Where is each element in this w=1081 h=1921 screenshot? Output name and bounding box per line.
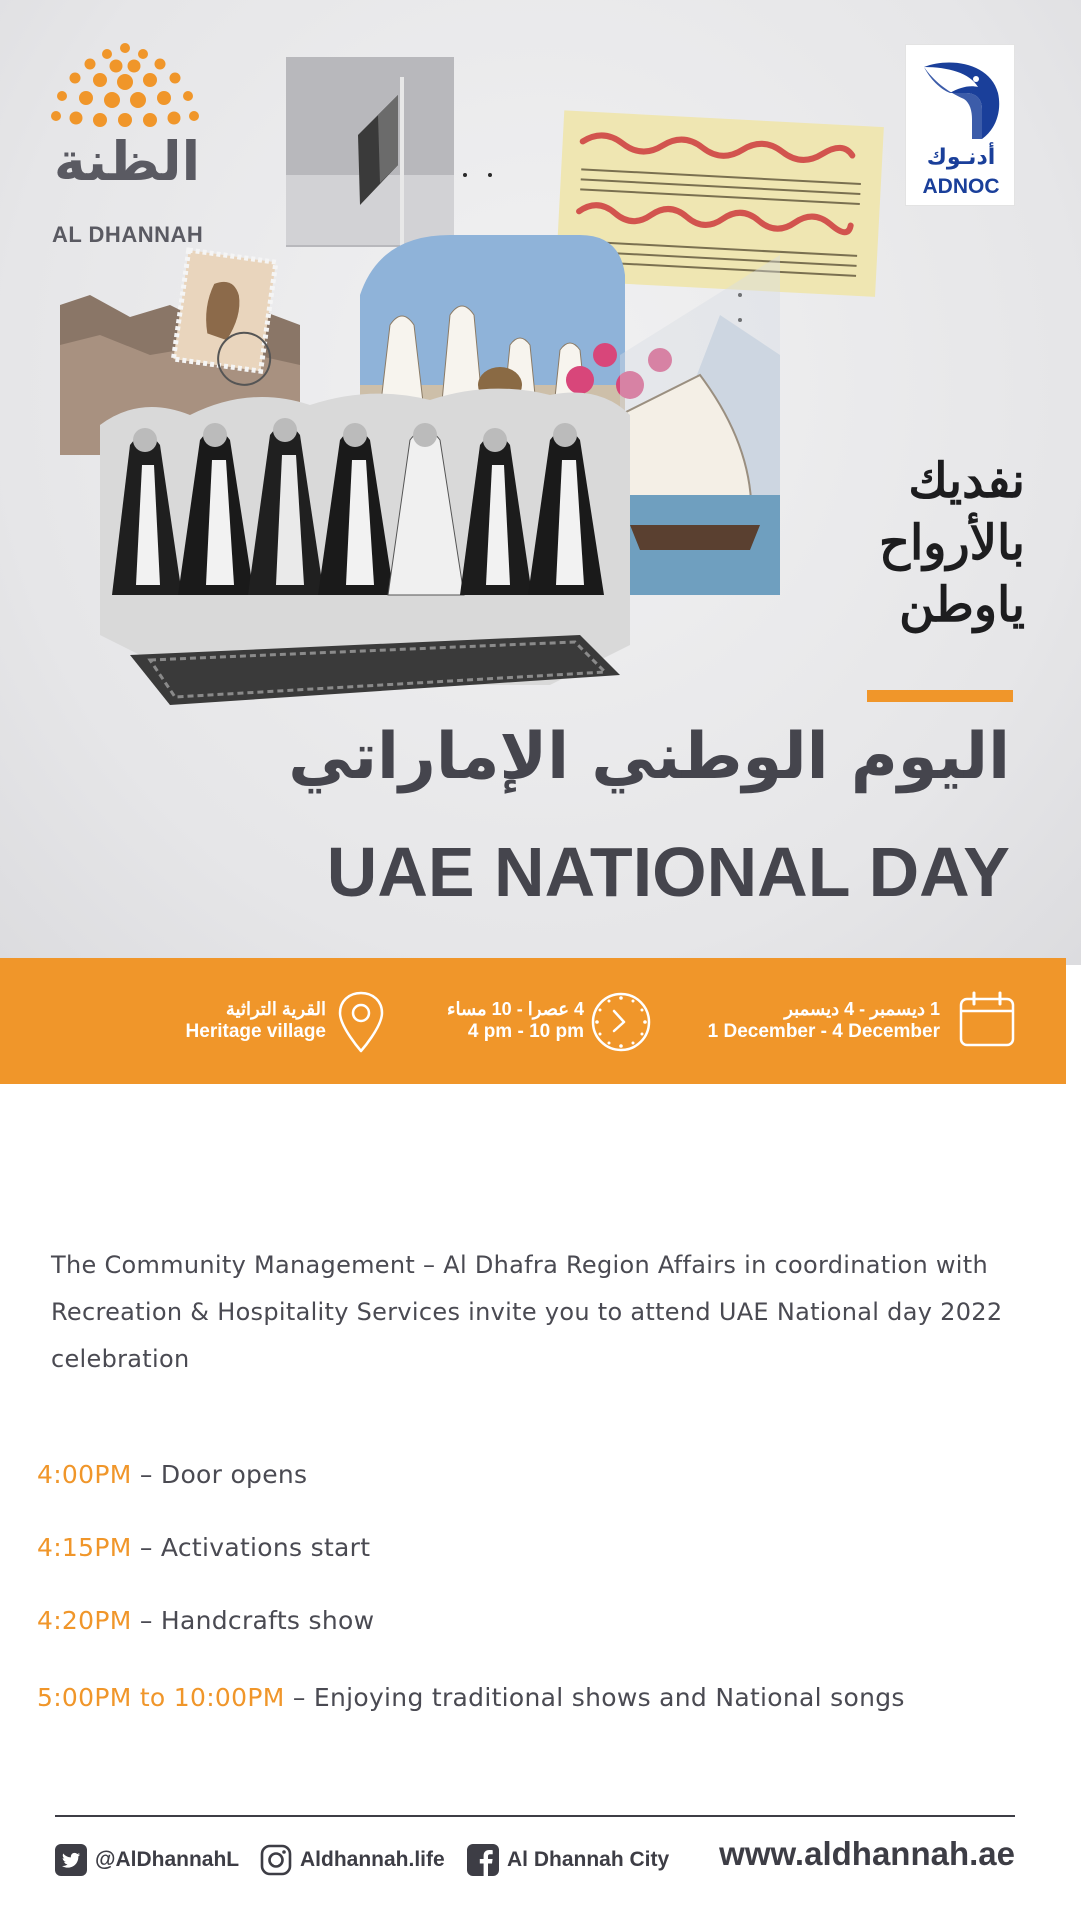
schedule-time: 5:00PM to 10:00PM [37, 1683, 285, 1712]
adnoc-arabic-name: أدنـوك [926, 145, 996, 170]
accent-divider [867, 690, 1013, 702]
dhannah-arabic-name: الظنة [53, 130, 201, 193]
time-english: 4 pm - 10 pm [467, 1021, 584, 1042]
date-arabic: 1 ديسمبر - 4 ديسمبر [784, 999, 940, 1019]
schedule-time: 4:00PM [37, 1460, 132, 1489]
footer-divider [55, 1815, 1015, 1817]
calligraphy-line-1: نفديك [908, 453, 1025, 509]
location-english: Heritage village [185, 1021, 326, 1042]
title-english: UAE NATIONAL DAY [326, 833, 1010, 911]
schedule-description: – Handcrafts show [131, 1606, 375, 1635]
invitation-text: The Community Management – Al Dhafra Region Affairs in coordination with Recreation & Hospitality Services invite you to attend UAE National day 2022 celebration [51, 1251, 1003, 1373]
instagram-handle: Aldhannah.life [300, 1848, 445, 1871]
time-arabic: 4 عصرا - 10 مساء [447, 999, 584, 1019]
schedule-description: – Door opens [131, 1460, 308, 1489]
instagram-link[interactable] [260, 1843, 445, 1877]
date-english: 1 December - 4 December [707, 1021, 940, 1042]
event-time [400, 958, 660, 1084]
schedule-item [37, 1460, 1037, 1489]
adnoc-english-name: ADNOC [922, 175, 1000, 198]
schedule-time: 4:20PM [37, 1606, 132, 1635]
clock-icon [590, 991, 652, 1053]
event-location [160, 958, 390, 1084]
title-arabic: اليوم الوطني الإماراتي [288, 720, 1010, 794]
schedule-item [37, 1606, 1037, 1635]
adnoc-falcon-icon [920, 59, 1002, 141]
schedule-item [37, 1683, 1037, 1712]
calligraphy-line-2: بالأرواح [878, 515, 1025, 571]
schedule-time: 4:15PM [37, 1533, 132, 1562]
calligraphy-line-3: ياوطن [899, 577, 1025, 633]
facebook-link[interactable] [467, 1843, 669, 1877]
adnoc-logo[interactable] [905, 44, 1015, 206]
twitter-icon [55, 1844, 87, 1876]
location-pin-icon [336, 991, 386, 1053]
twitter-handle: @AlDhannahL [95, 1848, 240, 1871]
twitter-link[interactable] [55, 1843, 239, 1877]
schedule-description: – Enjoying traditional shows and National songs [284, 1683, 905, 1712]
event-info-band [0, 958, 1066, 1084]
calendar-icon [958, 991, 1016, 1049]
facebook-icon [467, 1844, 499, 1876]
event-date [700, 958, 1020, 1084]
facebook-page: Al Dhannah City [507, 1848, 670, 1871]
dhannah-english-name: AL DHANNAH [52, 222, 204, 247]
heritage-collage-illustration [60, 55, 900, 735]
calligraphy-slogan [878, 450, 1025, 636]
schedule-description: – Activations start [131, 1533, 371, 1562]
website-link[interactable]: www.aldhannah.ae [719, 1835, 1015, 1872]
schedule-item [37, 1533, 1037, 1562]
instagram-icon [260, 1844, 292, 1876]
location-arabic: القرية التراثية [225, 999, 326, 1019]
